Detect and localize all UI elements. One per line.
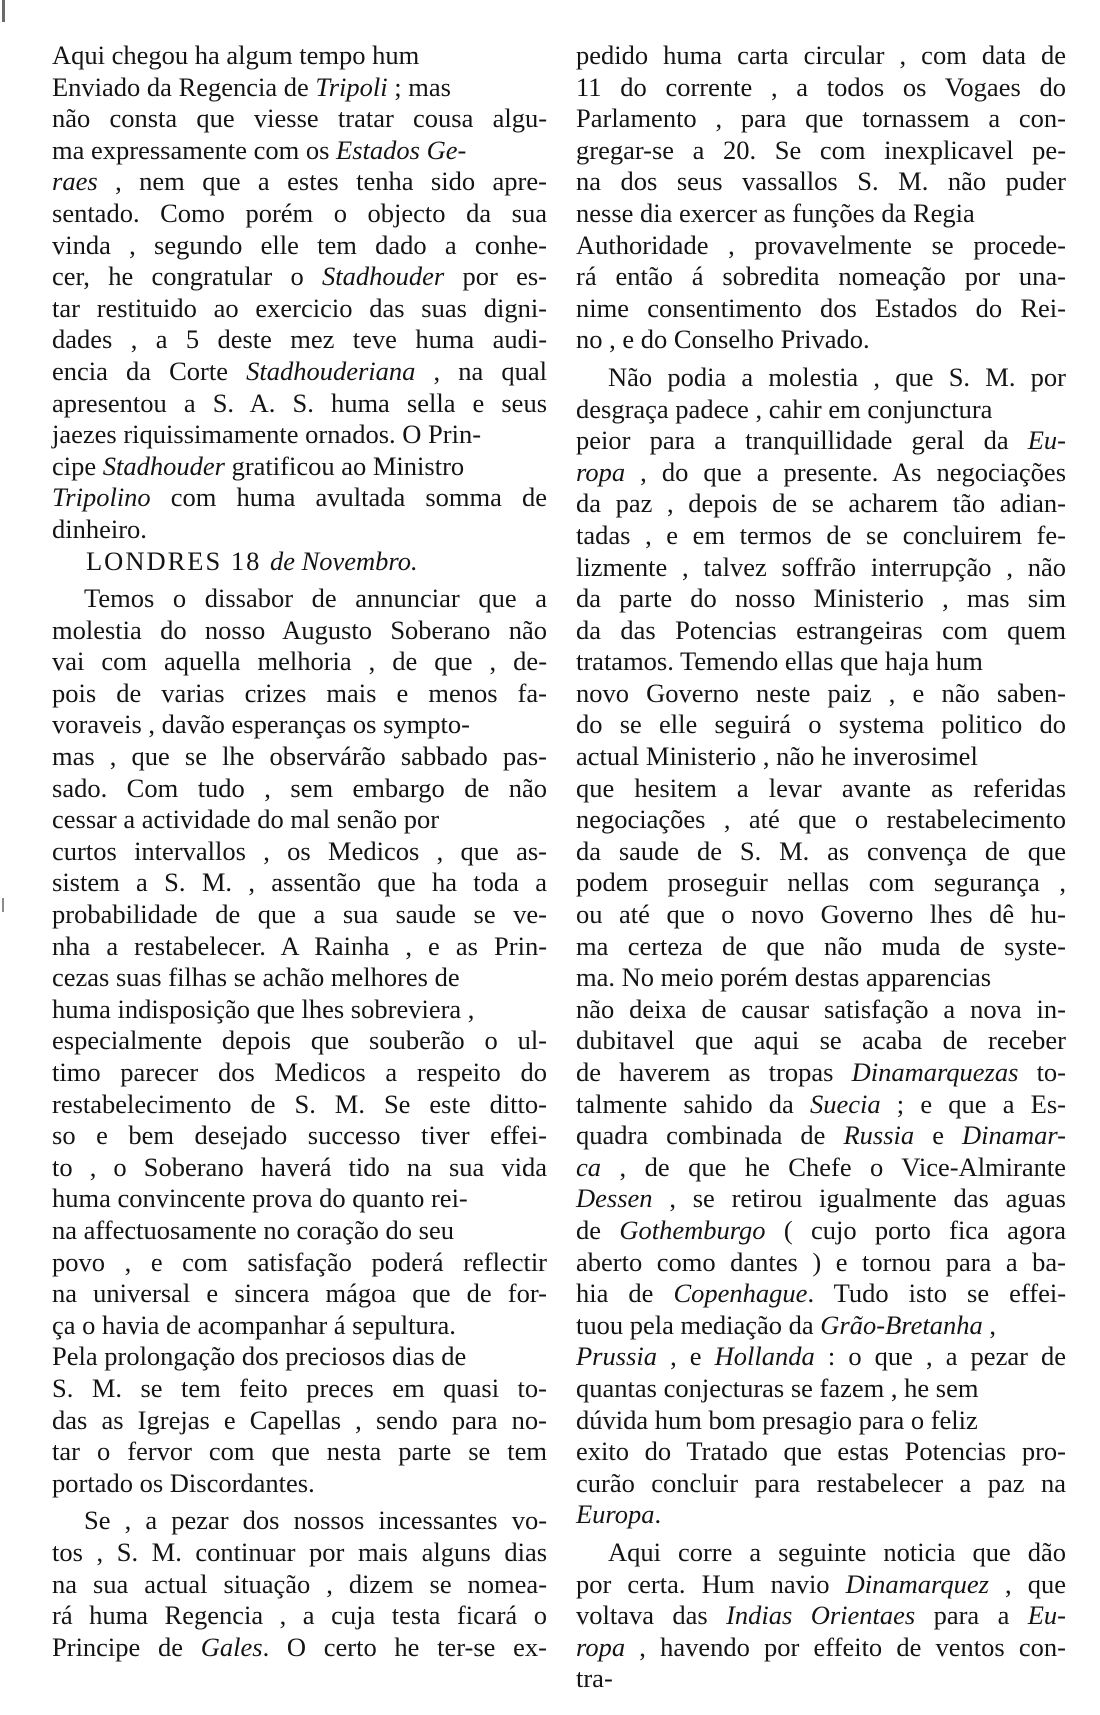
text-line xyxy=(52,962,547,994)
text-line xyxy=(52,1215,547,1247)
italic-run: de Novembro. xyxy=(269,545,418,576)
text-run: para a xyxy=(915,1600,1028,1631)
text-run: voltava das xyxy=(576,1600,727,1631)
text-run: povo , e com satisfação poderá reflectir xyxy=(52,1246,548,1277)
text-run: to , o Soberano haverá tido na sua vida xyxy=(52,1151,547,1182)
text-run: gratificou ao Ministro xyxy=(224,450,465,481)
text-run: , xyxy=(982,1309,996,1340)
text-line xyxy=(52,198,547,230)
text-run: ça o havia de acompanhar á sepultura. xyxy=(52,1309,456,1340)
text-run: dúvida hum bom presagio para o feliz xyxy=(576,1404,978,1435)
text-run: novo Governo neste paiz , e não saben- xyxy=(576,677,1066,708)
text-run: especialmente depois que souberão o ul- xyxy=(52,1025,548,1056)
text-line xyxy=(576,166,1066,198)
text-line xyxy=(52,583,547,615)
italic-run: Europa xyxy=(576,1499,655,1530)
text-run: cezas suas filhas se achão melhores de xyxy=(52,962,460,993)
text-run: voraveis , davão esperanças os sympto- xyxy=(52,709,470,740)
text-run: ; mas xyxy=(387,71,451,102)
text-line xyxy=(576,520,1066,552)
text-run: quadra combinada de xyxy=(576,1120,844,1151)
text-line xyxy=(576,1373,1066,1405)
text-line xyxy=(52,1057,547,1089)
text-run: curtos intervallos , os Medicos , que as- xyxy=(52,835,547,866)
text-run: tar restituido ao exercicio das suas digni- xyxy=(52,292,548,323)
text-run: quantas conjecturas se fazem , he sem xyxy=(576,1372,979,1403)
text-line xyxy=(576,1468,1066,1500)
text-line xyxy=(52,867,547,899)
text-line xyxy=(52,1600,547,1632)
left-column xyxy=(52,40,547,1663)
text-run: cer, he congratular o xyxy=(52,261,322,292)
text-run: Temos o dissabor de annunciar que a xyxy=(84,583,547,614)
text-line xyxy=(52,1632,547,1664)
text-run: S. M. se tem feito preces em quasi to- xyxy=(52,1372,547,1403)
text-line xyxy=(576,1247,1066,1279)
text-line xyxy=(576,293,1066,325)
margin-mark xyxy=(2,898,4,912)
text-line xyxy=(576,72,1066,104)
text-line xyxy=(52,451,547,483)
text-line xyxy=(52,1569,547,1601)
text-run: mas , que se lhe observárão sabbado pas- xyxy=(52,741,547,772)
dateline-heading xyxy=(52,546,547,578)
text-line xyxy=(52,931,547,963)
italic-run: Dinamar- xyxy=(962,1120,1067,1151)
text-run: , se retirou igualmente das aguas xyxy=(652,1183,1066,1214)
text-run: , nem que a estes tenha sido apre- xyxy=(97,166,547,197)
text-line xyxy=(52,261,547,293)
italic-run: Grão-Bretanha xyxy=(820,1309,983,1340)
text-run: , na qual xyxy=(415,355,547,386)
text-line xyxy=(576,135,1066,167)
text-run: . xyxy=(654,1499,662,1530)
text-line xyxy=(576,773,1066,805)
text-run: na universal e sincera mágoa que de for- xyxy=(52,1278,547,1309)
text-line xyxy=(576,1663,1066,1695)
text-run: hia de xyxy=(576,1278,674,1309)
text-run: ( cujo porto fica agora xyxy=(765,1214,1066,1245)
text-run: , do que a presente. As negociações xyxy=(625,456,1067,487)
italic-run: Stadhouder xyxy=(321,261,445,292)
text-run: que hesitem a levar avante as referidas xyxy=(576,772,1067,803)
text-line xyxy=(576,646,1066,678)
text-line xyxy=(576,1569,1066,1601)
text-run: ma. No meio porém destas apparencias xyxy=(576,962,992,993)
text-run: aberto como dantes ) e tornou para a ba- xyxy=(576,1246,1066,1277)
text-line xyxy=(576,994,1066,1026)
text-line xyxy=(576,1278,1066,1310)
text-run: to- xyxy=(1018,1057,1066,1087)
text-line xyxy=(52,72,547,104)
text-run: jaezes riquissimamente ornados. O Prin- xyxy=(52,419,482,450)
italic-run: Stadhouderiana xyxy=(246,355,416,386)
text-line xyxy=(576,867,1066,899)
text-line xyxy=(576,1215,1066,1247)
text-line xyxy=(576,324,1066,356)
text-run: molestia do nosso Augusto Soberano não xyxy=(52,614,547,645)
text-run: 11 do corrente , a todos os Vogaes do xyxy=(576,71,1066,102)
text-run: na affectuosamente no coração do seu xyxy=(52,1214,454,1245)
text-run: talmente sahido da xyxy=(576,1088,810,1119)
text-line xyxy=(576,394,1066,426)
text-run: nesse dia exercer as funções da Regia xyxy=(576,197,975,228)
text-line xyxy=(52,741,547,773)
text-run: dades , a 5 deste mez teve huma audi- xyxy=(52,324,548,355)
text-run: LONDRES 18 xyxy=(86,545,270,576)
text-run: Se , a pezar dos nossos incessantes vo- xyxy=(84,1505,548,1536)
text-line xyxy=(576,230,1066,262)
text-line xyxy=(576,1537,1066,1569)
text-line xyxy=(52,1120,547,1152)
text-line xyxy=(52,836,547,868)
italic-run: Tripolino xyxy=(52,482,151,513)
text-line xyxy=(576,962,1066,994)
text-run: tos , S. M. continuar por mais alguns dias xyxy=(52,1536,548,1567)
text-line xyxy=(52,1247,547,1279)
text-run: sado. Com tudo , sem embargo de não xyxy=(52,772,547,803)
text-run: rá huma Regencia , a cuja testa ficará o xyxy=(52,1600,547,1631)
text-line xyxy=(52,899,547,931)
text-line xyxy=(576,741,1066,773)
text-run: da saude de S. M. as convença de que xyxy=(576,835,1066,866)
text-run: Pela prolongação dos preciosos dias de xyxy=(52,1341,467,1372)
text-run: pois de varias crizes mais e menos fa- xyxy=(52,677,547,708)
italic-run: raes xyxy=(52,166,98,197)
text-line xyxy=(52,1152,547,1184)
text-line xyxy=(52,1278,547,1310)
text-run: exito do Tratado que estas Potencias pro- xyxy=(576,1436,1067,1467)
text-line xyxy=(576,1025,1066,1057)
text-run: Não podia a molestia , que S. M. por xyxy=(608,361,1066,392)
text-run: pedido huma carta circular , com data de xyxy=(576,40,1067,70)
text-run: ou até que o novo Governo lhes dê hu- xyxy=(576,899,1067,930)
text-line xyxy=(52,40,547,72)
text-run: Aqui chegou ha algum tempo hum xyxy=(52,40,420,70)
text-run: nha a restabelecer. A Rainha , e as Prin- xyxy=(52,930,548,961)
italic-run: Hollanda xyxy=(714,1341,815,1372)
text-run: por es- xyxy=(444,261,547,292)
text-line xyxy=(52,135,547,167)
italic-run: Eu- xyxy=(1027,425,1066,456)
text-run: nime consentimento dos Estados do Rei- xyxy=(576,292,1066,323)
text-run: das as Igrejas e Capellas , sendo para no- xyxy=(52,1404,547,1435)
text-line xyxy=(576,40,1066,72)
text-run: Principe de xyxy=(52,1631,201,1662)
text-run: desgraça padece , cahir em conjunctura xyxy=(576,393,993,424)
text-run: ma certeza de que não muda de syste- xyxy=(576,930,1066,961)
text-run: dubitavel que aqui se acaba de receber xyxy=(576,1025,1066,1056)
text-line xyxy=(52,1537,547,1569)
text-run: actual Ministerio , não he inverosimel xyxy=(576,741,978,772)
italic-run: Copenhague xyxy=(673,1278,808,1309)
text-run: Aqui corre a seguinte noticia que dão xyxy=(608,1536,1066,1567)
text-run: vai com aquella melhoria , de que , de- xyxy=(52,646,548,677)
text-line xyxy=(576,1089,1066,1121)
text-line xyxy=(576,1120,1066,1152)
text-line xyxy=(52,166,547,198)
italic-run: Suecia xyxy=(809,1088,881,1119)
text-line xyxy=(576,1436,1066,1468)
text-run: Authoridade , provavelmente se procede- xyxy=(576,229,1067,260)
text-line xyxy=(576,261,1066,293)
italic-run: Dinamarquez xyxy=(845,1568,989,1599)
text-line xyxy=(576,709,1066,741)
text-run: cipe xyxy=(52,450,103,481)
text-line xyxy=(52,293,547,325)
text-run: dinheiro. xyxy=(52,513,147,544)
italic-run: Dessen xyxy=(576,1183,653,1214)
italic-run: Indias Orientaes xyxy=(726,1600,916,1631)
italic-run: Russia xyxy=(843,1120,915,1151)
text-line xyxy=(576,1499,1066,1531)
text-run: portado os Discordantes. xyxy=(52,1467,315,1498)
text-line xyxy=(52,482,547,514)
text-run: lizmente , talvez soffrão interrupção , não xyxy=(576,551,1067,582)
text-line xyxy=(52,1373,547,1405)
text-run: . Tudo isto se effei- xyxy=(807,1278,1067,1309)
text-line xyxy=(576,1057,1066,1089)
italic-run: ca xyxy=(576,1151,602,1182)
text-line xyxy=(52,994,547,1026)
text-run: não deixa de causar satisfação a nova in- xyxy=(576,993,1066,1024)
text-line xyxy=(576,425,1066,457)
text-line xyxy=(52,356,547,388)
text-run: de haverem as tropas xyxy=(576,1057,852,1087)
text-run: do se elle seguirá o systema politico do xyxy=(576,709,1067,740)
text-line xyxy=(52,388,547,420)
text-line xyxy=(576,678,1066,710)
text-run: por certa. Hum navio xyxy=(576,1568,846,1599)
text-run: podem proseguir nellas com segurança , xyxy=(576,867,1066,898)
text-line xyxy=(576,804,1066,836)
text-run: sistem a S. M. , assentão que ha toda a xyxy=(52,867,548,898)
text-run: da das Potencias estrangeiras com quem xyxy=(576,614,1066,645)
text-run: vinda , segundo elle tem dado a conhe- xyxy=(52,229,547,260)
italic-run: ropa xyxy=(576,1631,626,1662)
text-line xyxy=(576,362,1066,394)
text-line xyxy=(576,899,1066,931)
italic-run: Gales xyxy=(200,1631,263,1662)
text-line xyxy=(52,646,547,678)
text-run: . O certo he ter-se ex- xyxy=(262,1631,547,1662)
text-run: negociações , até que o restabelecimento xyxy=(576,804,1067,835)
text-line xyxy=(576,1600,1066,1632)
text-line xyxy=(52,1025,547,1057)
text-run: rá então á sobredita nomeação por una- xyxy=(576,261,1067,292)
text-line xyxy=(52,1405,547,1437)
text-line xyxy=(576,457,1066,489)
text-line xyxy=(52,1183,547,1215)
text-run: cessar a actividade do mal senão por xyxy=(52,804,440,835)
text-run: Enviado da Regencia de xyxy=(52,71,316,102)
text-line xyxy=(52,1505,547,1537)
text-line xyxy=(52,230,547,262)
text-line xyxy=(52,103,547,135)
text-line xyxy=(576,615,1066,647)
text-run: tar o fervor com que nesta parte se tem xyxy=(52,1436,548,1467)
text-run: ; e que a Es- xyxy=(880,1088,1066,1119)
text-run: huma indisposição que lhes sobreviera , xyxy=(52,993,475,1024)
text-run: , de que he Chefe o Vice-Almirante xyxy=(601,1151,1066,1182)
text-run: apresentou a S. A. S. huma sella e seus xyxy=(52,387,548,418)
text-run: encia da Corte xyxy=(52,355,247,386)
italic-run: Dinamarquezas xyxy=(851,1057,1019,1087)
text-line xyxy=(52,773,547,805)
text-line xyxy=(576,1310,1066,1342)
text-run: gregar-se a 20. Se com inexplicavel pe- xyxy=(576,134,1067,165)
text-run: so e bem desejado successo tiver effei- xyxy=(52,1120,547,1151)
text-line xyxy=(52,1341,547,1373)
text-line xyxy=(576,931,1066,963)
margin-mark xyxy=(2,0,5,22)
text-run: timo parecer dos Medicos a respeito do xyxy=(52,1057,547,1087)
text-line xyxy=(52,1436,547,1468)
text-run: não consta que viesse tratar cousa algu- xyxy=(52,103,548,134)
text-line xyxy=(52,678,547,710)
text-run: , que xyxy=(988,1568,1066,1599)
text-line xyxy=(576,583,1066,615)
text-run: , havendo por effeito de ventos con- xyxy=(625,1631,1066,1662)
text-run: ma expressamente com os xyxy=(52,134,337,165)
text-run: tadas , e em termos de se concluirem fe- xyxy=(576,519,1066,550)
text-line xyxy=(52,419,547,451)
text-line xyxy=(52,804,547,836)
text-run: da paz , depois de se acharem tão adian- xyxy=(576,488,1067,519)
text-run: huma convincente prova do quanto rei- xyxy=(52,1183,468,1214)
text-run: sentado. Como porém o objecto da sua xyxy=(52,197,547,228)
text-run: e xyxy=(914,1120,963,1151)
text-run: probabilidade de que a sua saude se ve- xyxy=(52,899,547,930)
text-run: tra- xyxy=(576,1663,613,1694)
text-run: peior para a tranquillidade geral da xyxy=(576,425,1028,456)
text-run: na sua actual situação , dizem se nomea- xyxy=(52,1568,548,1599)
text-line xyxy=(52,1468,547,1500)
italic-run: Prussia xyxy=(576,1341,657,1372)
text-line xyxy=(52,324,547,356)
text-run: no , e do Conselho Privado. xyxy=(576,324,870,355)
text-line xyxy=(576,1341,1066,1373)
text-line xyxy=(576,1405,1066,1437)
italic-run: ropa xyxy=(576,456,626,487)
text-line xyxy=(576,1632,1066,1664)
text-run: de xyxy=(576,1214,620,1245)
text-line xyxy=(576,552,1066,584)
text-run: tuou pela mediação da xyxy=(576,1309,821,1340)
text-line xyxy=(52,514,547,546)
text-run: tratamos. Temendo ellas que haja hum xyxy=(576,646,983,677)
text-line xyxy=(52,615,547,647)
text-run: na dos seus vassallos S. M. não puder xyxy=(576,166,1066,197)
text-line xyxy=(52,1310,547,1342)
text-line xyxy=(576,103,1066,135)
italic-run: Tripoli xyxy=(315,71,388,102)
text-run: , e xyxy=(657,1341,715,1372)
italic-run: Stadhouder xyxy=(102,450,225,481)
italic-run: Eu- xyxy=(1027,1600,1066,1631)
text-run: Parlamento , para que tornassem a con- xyxy=(576,103,1066,134)
text-line xyxy=(576,488,1066,520)
text-run: da parte do nosso Ministerio , mas sim xyxy=(576,583,1067,614)
italic-run: Estados Ge- xyxy=(336,134,467,165)
text-run: : o que , a pezar de xyxy=(814,1341,1067,1372)
right-column xyxy=(576,40,1066,1695)
text-run: curão concluir para restabelecer a paz na xyxy=(576,1467,1066,1498)
text-line xyxy=(52,1089,547,1121)
text-line xyxy=(52,709,547,741)
text-line xyxy=(576,836,1066,868)
text-line xyxy=(576,1152,1066,1184)
text-line xyxy=(576,198,1066,230)
text-line xyxy=(576,1183,1066,1215)
text-run: restabelecimento de S. M. Se este ditto- xyxy=(52,1088,547,1119)
italic-run: Gothemburgo xyxy=(619,1214,766,1245)
text-run: com huma avultada somma de xyxy=(150,482,547,513)
